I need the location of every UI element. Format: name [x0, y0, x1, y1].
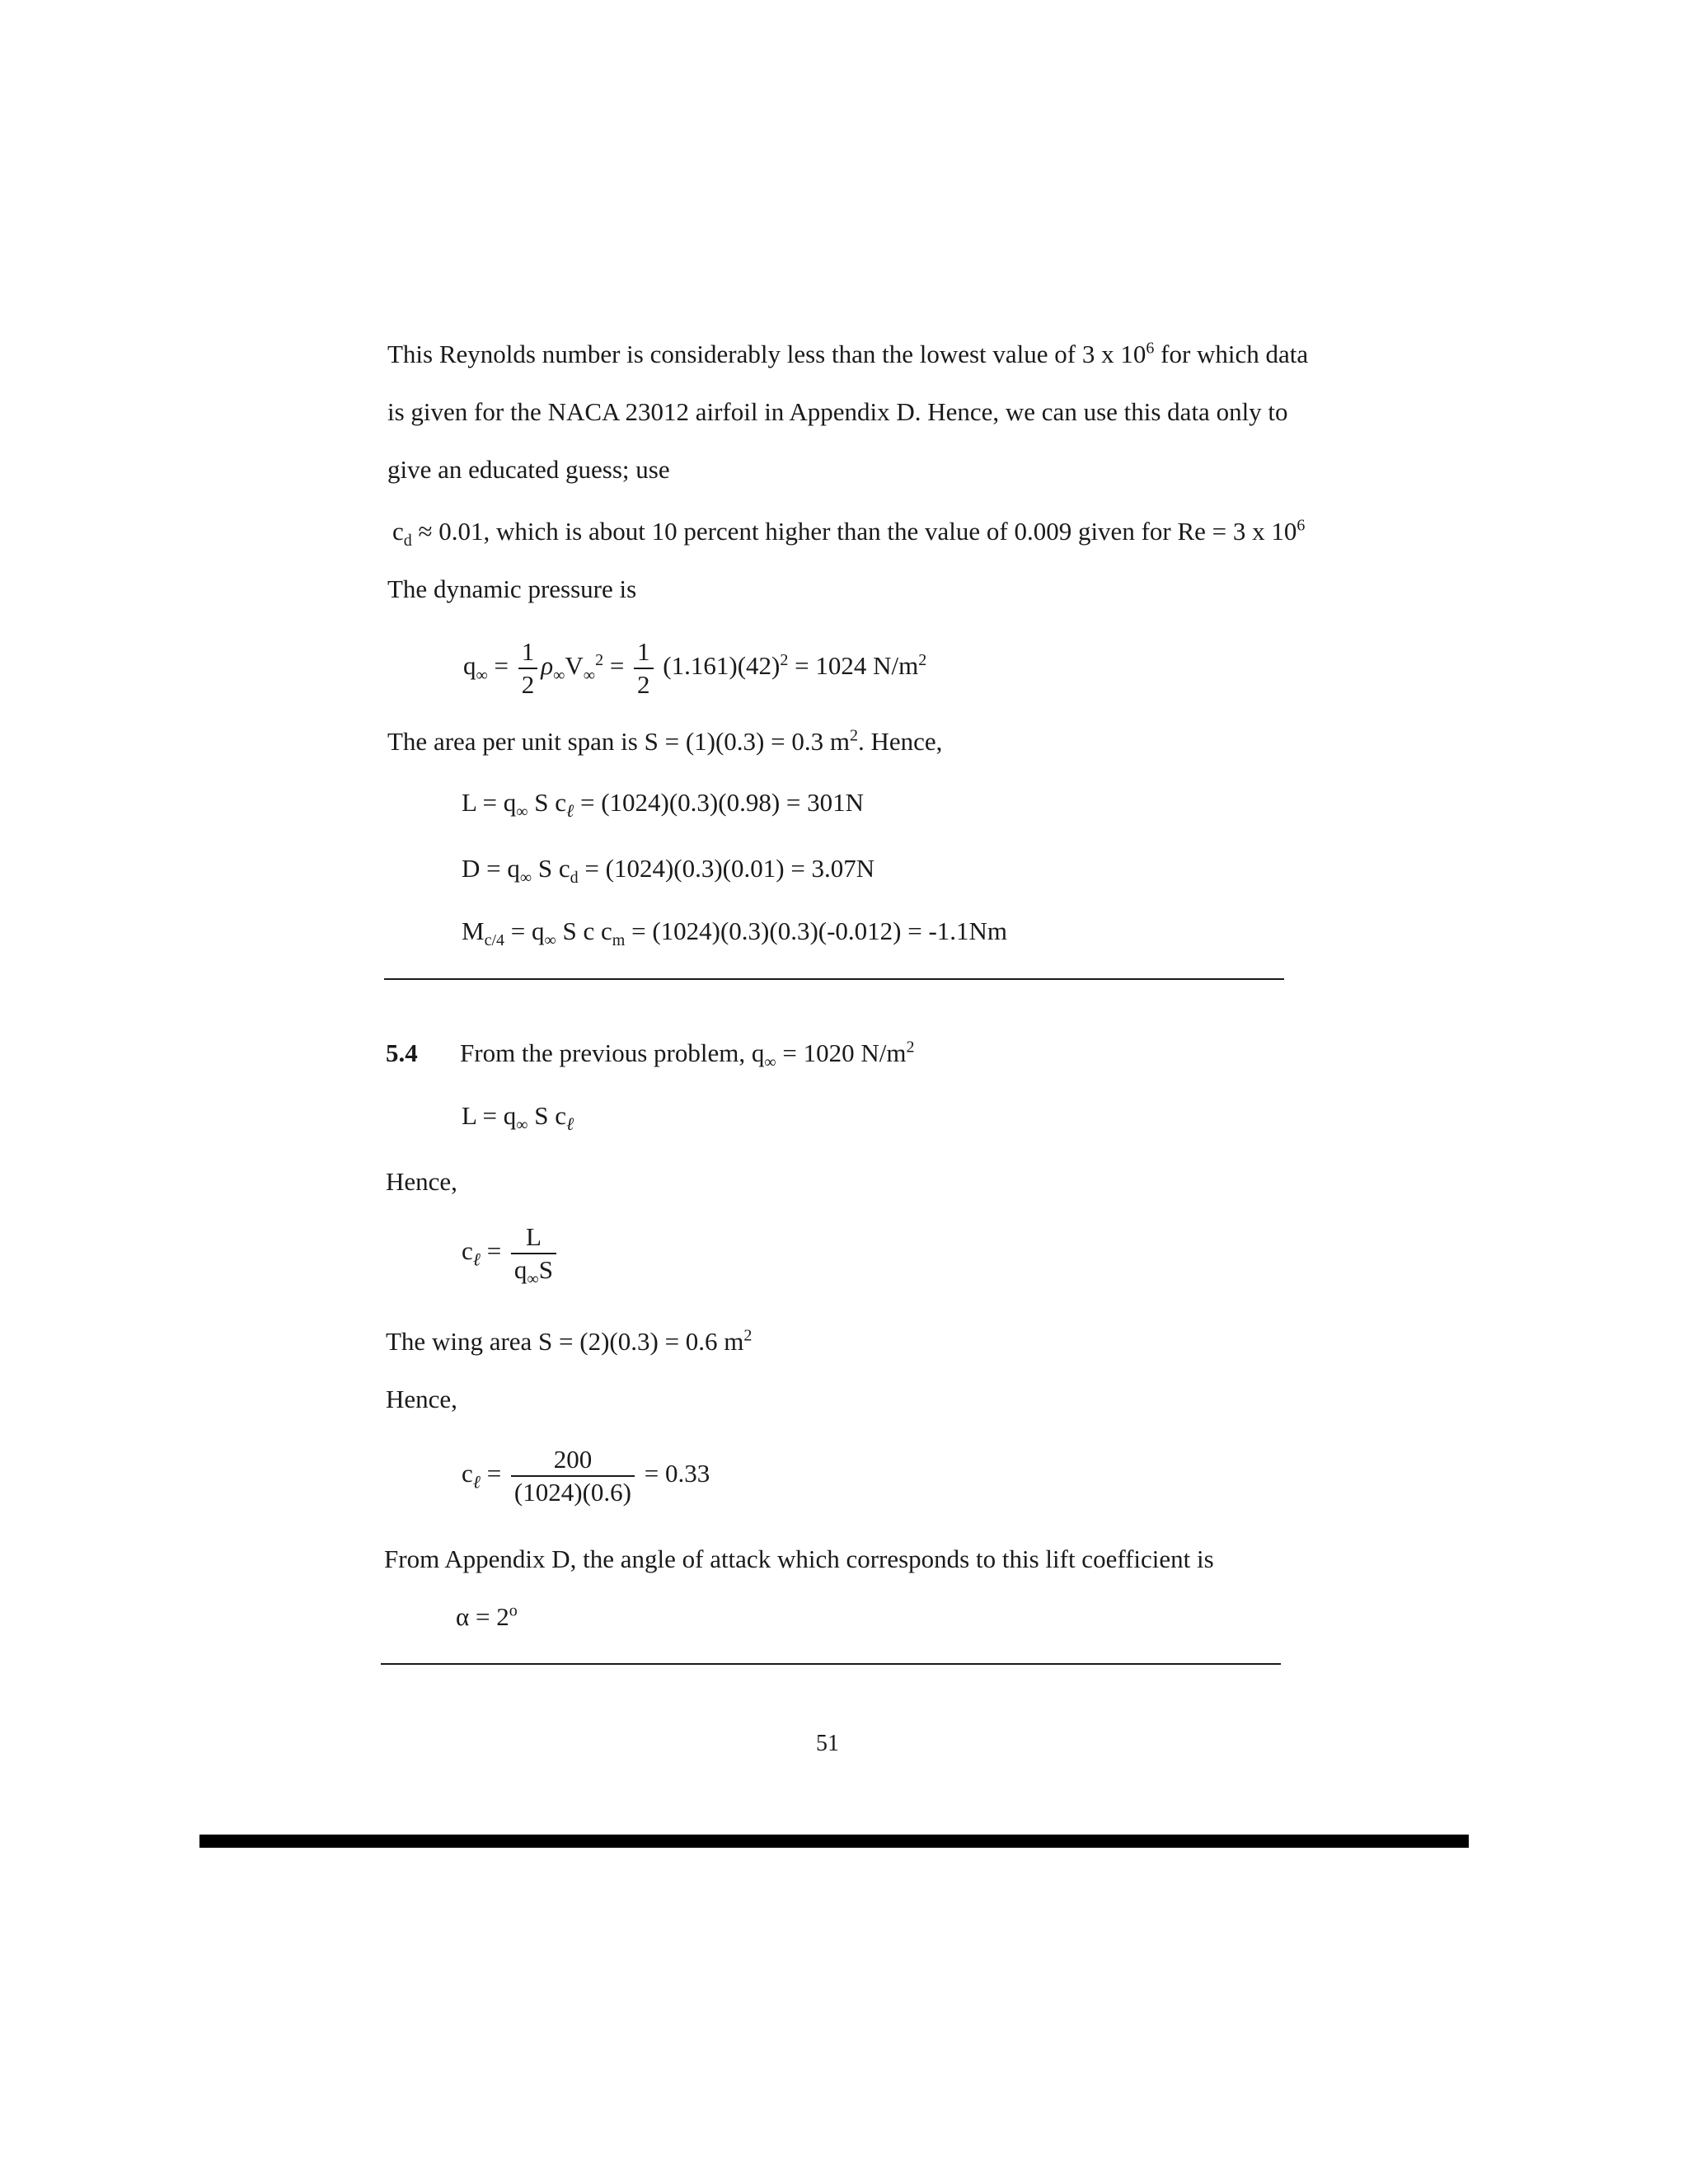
dynamic-pressure-equation: $q_\infty$ = $\frac{1}{2}$ $\rho_\infty V_\infty^2$ = $\frac{1}{2}$ $(1.161)(42)^2 = 1024$ $N/m^2$ — [463, 637, 927, 699]
appendix-line: From Appendix D, the angle of attack which corresponds to this lift coefficient is — [384, 1544, 1214, 1573]
drag-coefficient-line: $c_d \approx 0.01$, which is about 10 percent higher than the value of 0.009 given for Re = 3 x $10^6$ — [392, 516, 1306, 551]
dynamic-pressure-intro: The dynamic pressure is — [387, 574, 637, 603]
lift-coefficient-formula: $c_\ell$ = $\frac{L}{q_\infty S}$ — [462, 1221, 560, 1286]
fraction-half-1: $\frac{1}{2}$ — [518, 636, 538, 701]
lift-relation: $L = q_\infty$ S $c_\ell$ — [462, 1101, 574, 1135]
lift-coefficient-result: $c_\ell$ = $\frac{200}{(1024)(0.6)}$ = 0.33 — [462, 1445, 710, 1507]
paragraph-line-2: is given for the NACA 23012 airfoil in Appendix D. Hence, we can use this data only to — [387, 397, 1288, 426]
moment-equation: $M_{c/4} = q_\infty$ S c $c_m = (1024)(0.3)(0.3)(-0.012) = -1.1Nm$ — [462, 916, 1008, 950]
section-divider-2 — [381, 1663, 1281, 1665]
page-bottom-bar — [199, 1835, 1469, 1848]
section-divider-1 — [384, 978, 1284, 980]
wing-area-line: The wing area S = (2)(0.3) = 0.6 $m^2$ — [386, 1326, 753, 1356]
paragraph-line-3: give an educated guess; use — [387, 455, 670, 484]
fraction-l-over-qs: $\frac{L}{q_\infty S}$ — [511, 1221, 556, 1286]
lift-equation: $L = q_\infty$ S $c_\ell = (1024)(0.3)(0.98) = 301N$ — [462, 788, 865, 822]
page-number: 51 — [816, 1731, 839, 1756]
fraction-half-2: $\frac{1}{2}$ — [634, 636, 654, 701]
problem-number: 5.4 — [386, 1038, 418, 1067]
problem-intro: From the previous problem, $q_\infty = 1020$ $N/m^2$ — [460, 1038, 915, 1072]
drag-equation: $D = q_\infty$ S $c_d = (1024)(0.3)(0.01) = 3.07N$ — [462, 854, 875, 888]
hence-text-1: Hence, — [386, 1167, 457, 1196]
angle-of-attack: $\alpha = 2^o$ — [456, 1601, 518, 1631]
fraction-200-over-denominator: $\frac{200}{(1024)(0.6)}$ — [511, 1444, 635, 1508]
hence-text-2: Hence, — [386, 1385, 457, 1413]
paragraph-line-1: This Reynolds number is considerably less than the lowest value of 3 x $10^6$ for which data — [387, 339, 1309, 368]
area-per-span-line: The area per unit span is S = (1)(0.3) = 0.3 $m^2$. Hence, — [387, 726, 943, 756]
